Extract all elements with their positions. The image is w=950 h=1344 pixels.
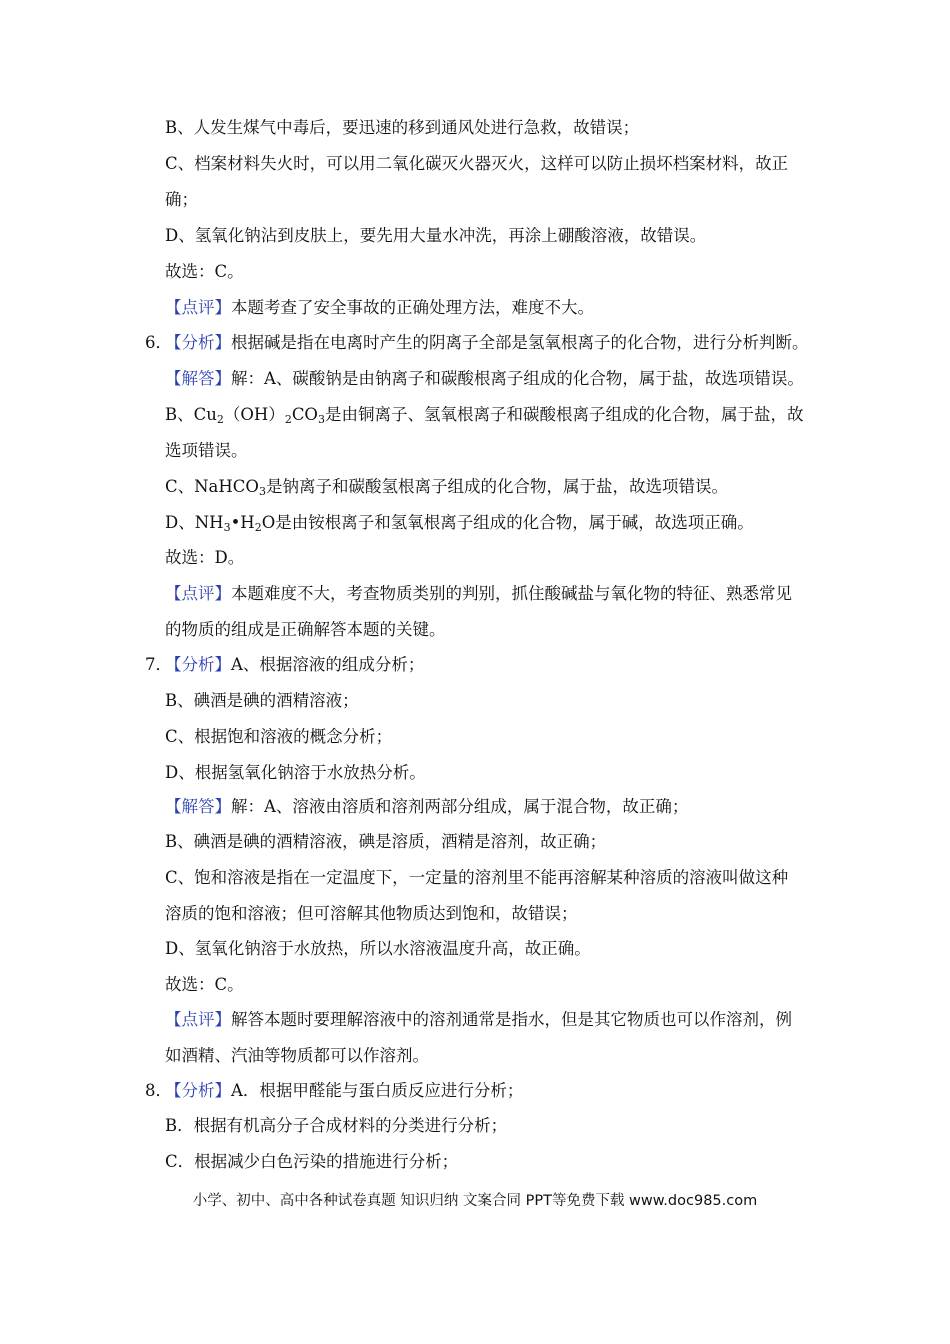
text-line: 确；: [165, 190, 198, 209]
text-line: 溶质的饱和溶液；但可溶解其他物质达到饱和，故错误；: [165, 904, 578, 923]
answer-line: 【解答】解：A、碳酸钠是由钠离子和碳酸根离子组成的化合物，属于盐，故选项错误。: [165, 369, 804, 388]
text-line: 选项错误。: [165, 441, 248, 460]
text-line: B．根据有机高分子合成材料的分类进行分析；: [165, 1116, 508, 1135]
formula-line: C、NaHCO$_3$是钠离子和碳酸氢根离子组成的化合物，属于盐，故选项错误。: [165, 477, 728, 498]
comment-tag: 【点评】: [165, 298, 231, 317]
analysis-tag: 【分析】: [165, 333, 231, 352]
text-line: D、氢氧化钠溶于水放热，所以水溶液温度升高，故正确。: [165, 939, 591, 958]
question-7-analysis: 7． 【分析】A、根据溶液的组成分析；: [0, 650, 950, 680]
text-line: 故选：D。: [165, 548, 245, 567]
text-line: C、饱和溶液是指在一定温度下，一定量的溶剂里不能再溶解某种溶质的溶液叫做这种: [165, 868, 789, 887]
text-line: D、根据氢氧化钠溶于水放热分析。: [165, 763, 426, 782]
text-line: C．根据减少白色污染的措施进行分析；: [165, 1152, 459, 1171]
formula-line: B、$Cu_2(OH)_2CO_3$是由铜离子、氢氧根离子和碳酸根离子组成的化合物，属于盐，故: [165, 405, 804, 426]
answer-tag: 【解答】: [165, 369, 231, 388]
text-line: 的物质的组成是正确解答本题的关键。: [165, 620, 446, 639]
text-line: D、氢氧化钠沾到皮肤上，要先用大量水冲洗，再涂上硼酸溶液，故错误。: [165, 226, 707, 245]
formula-line: D、$NH_3•H_2O$是由铵根离子和氢氧根离子组成的化合物，属于碱，故选项正确。: [165, 513, 754, 534]
text-line: B、碘酒是碘的酒精溶液；: [165, 691, 359, 710]
question-6-analysis: 6． 【分析】根据碱是指在电离时产生的阴离子全部是氢氧根离子的化合物，进行分析判断。: [0, 328, 950, 358]
question-number: 6．: [145, 333, 172, 352]
question-8-analysis: 8． 【分析】A．根据甲醛能与蛋白质反应进行分析；: [0, 1076, 950, 1106]
comment-line: 【点评】解答本题时要理解溶液中的溶剂通常是指水，但是其它物质也可以作溶剂，例: [165, 1010, 792, 1029]
answer-tag: 【解答】: [165, 797, 231, 816]
text-line: C、根据饱和溶液的概念分析；: [165, 727, 393, 746]
comment-tag: 【点评】: [165, 1010, 231, 1029]
text-line: B、碘酒是碘的酒精溶液，碘是溶质，酒精是溶剂，故正确；: [165, 832, 607, 851]
analysis-tag: 【分析】: [165, 1081, 231, 1100]
comment-line: 【点评】本题难度不大，考查物质类别的判别，抓住酸碱盐与氧化物的特征、熟悉常见: [165, 584, 792, 603]
text-line: 故选：C。: [165, 262, 244, 281]
text-line: C、档案材料失火时，可以用二氧化碳灭火器灭火，这样可以防止损坏档案材料，故正: [165, 154, 789, 173]
text-line: 故选：C。: [165, 975, 244, 994]
question-number: 8．: [145, 1081, 172, 1100]
analysis-tag: 【分析】: [165, 655, 231, 674]
question-number: 7．: [145, 655, 172, 674]
text-line: 如酒精、汽油等物质都可以作溶剂。: [165, 1046, 429, 1065]
comment-tag: 【点评】: [165, 584, 231, 603]
answer-line: 【解答】解：A、溶液由溶质和溶剂两部分组成，属于混合物，故正确；: [165, 797, 689, 816]
page-footer: 小学、初中、高中各种试卷真题 知识归纳 文案合同 PPT等免费下载 www.doc985.com: [192, 1193, 758, 1209]
text-line: B、人发生煤气中毒后，要迅速的移到通风处进行急救，故错误；: [165, 118, 640, 137]
comment-line: 【点评】本题考查了安全事故的正确处理方法，难度不大。: [165, 298, 594, 317]
